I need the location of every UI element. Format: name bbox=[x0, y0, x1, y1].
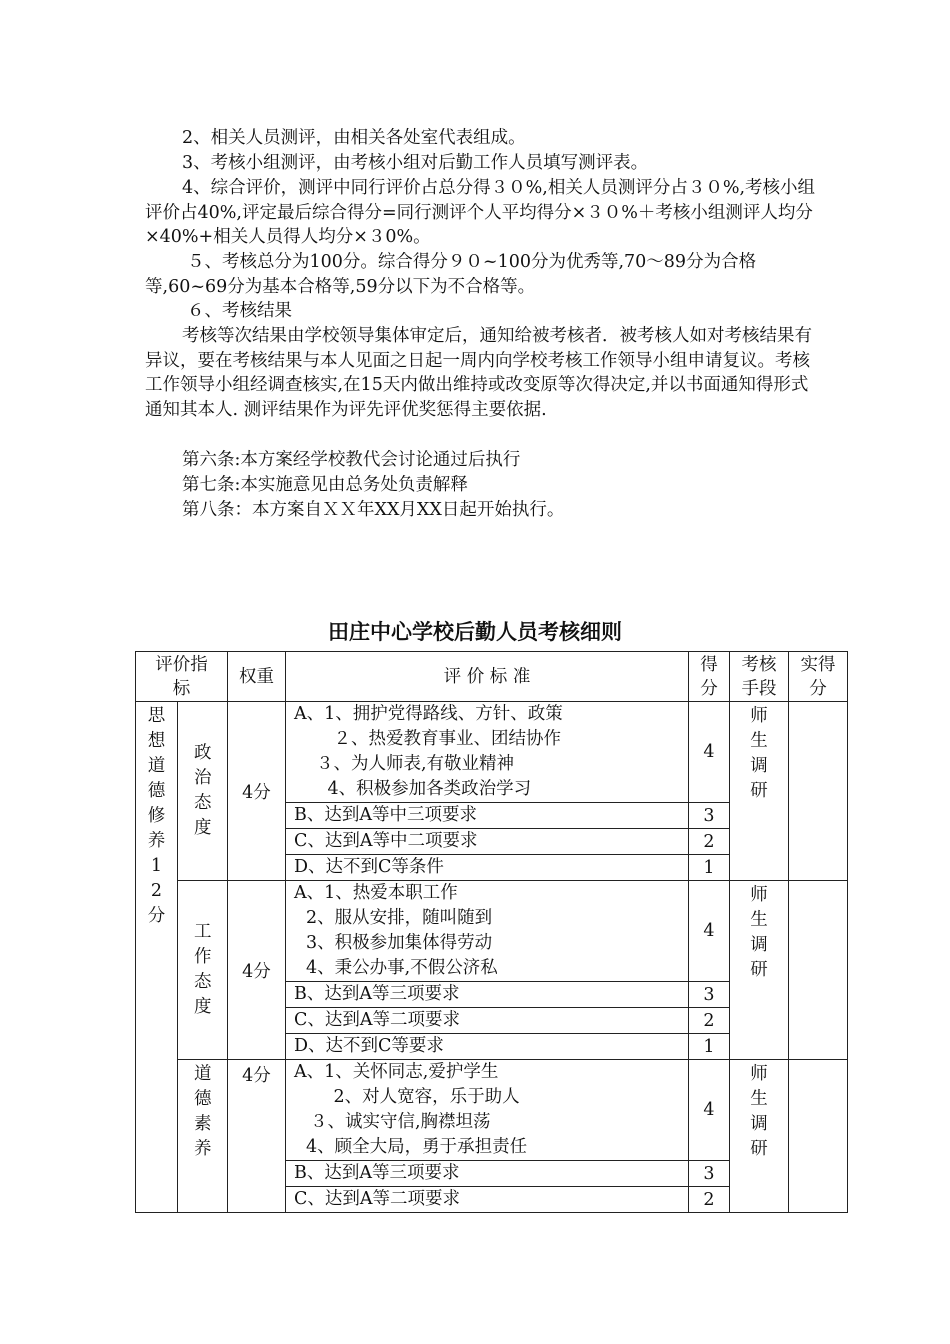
score-cell: 4 bbox=[689, 881, 730, 982]
standard-d: D、达不到C等条件 bbox=[286, 855, 689, 881]
section-name: 工作态度 bbox=[178, 881, 228, 1060]
table-title: 田庄中心学校后勤人员考核细则 bbox=[328, 620, 622, 644]
standard-line: 2、服从安排，随叫随到 bbox=[306, 908, 493, 928]
header-indicator: 评价指标 bbox=[136, 652, 228, 702]
method-cell: 师生调研 bbox=[730, 1060, 789, 1213]
table-row bbox=[136, 702, 848, 803]
actual-score-cell[interactable] bbox=[789, 1060, 848, 1213]
score-cell: 2 bbox=[689, 1187, 730, 1213]
standard-line: 2、对人宽容，乐于助人 bbox=[316, 1087, 520, 1107]
paragraph-4: 4、综合评价，测评中同行评价占总分得３０%,相关人员测评分占３０%,考核小组评价占40%,评定最后综合得分=同行测评个人平均得分×３０%＋考核小组测评人均分×40%+相关人员得人均分×３0%。 bbox=[145, 178, 816, 247]
standard-line: A、1、拥护党得路线、方针、政策 bbox=[294, 704, 563, 724]
paragraph-5: ５、考核总分为100分。综合得分９０~100分为优秀等,70～89分为合格等,60~69分为基本合格等,59分以下为不合格等。 bbox=[145, 252, 757, 297]
standard-a bbox=[286, 702, 689, 803]
paragraph-6-heading: ６、考核结果 bbox=[187, 301, 292, 321]
score-cell: 3 bbox=[689, 1161, 730, 1187]
standard-line: ２、热爱教育事业、团结协作 bbox=[316, 729, 561, 749]
score-cell: 2 bbox=[689, 1008, 730, 1034]
score-cell: 3 bbox=[689, 803, 730, 829]
standard-a bbox=[286, 1060, 689, 1161]
header-actual: 实得分 bbox=[789, 652, 848, 702]
standard-b: B、达到A等三项要求 bbox=[286, 1161, 689, 1187]
standard-b: B、达到A等三项要求 bbox=[286, 982, 689, 1008]
score-cell: 2 bbox=[689, 829, 730, 855]
actual-score-cell[interactable] bbox=[789, 881, 848, 1060]
article-7: 第七条:本实施意见由总务处负责解释 bbox=[182, 475, 468, 495]
standard-line: 4、积极参加各类政治学习 bbox=[310, 779, 532, 799]
header-method: 考核手段 bbox=[730, 652, 789, 702]
table-row bbox=[136, 1060, 848, 1161]
article-6: 第六条:本方案经学校教代会讨论通过后执行 bbox=[182, 450, 521, 470]
standard-line: 4、顾全大局，勇于承担责任 bbox=[306, 1137, 528, 1157]
section-weight: 4分 bbox=[228, 702, 286, 881]
category-cell: 思想道德修养12分 bbox=[136, 702, 178, 1213]
header-score: 得分 bbox=[689, 652, 730, 702]
section-weight: 4分 bbox=[228, 881, 286, 1060]
method-cell: 师生调研 bbox=[730, 881, 789, 1060]
score-cell: 1 bbox=[689, 1034, 730, 1060]
article-8: 第八条：本方案自ＸＸ年XX月XX日起开始执行。 bbox=[182, 500, 565, 520]
standard-c: C、达到A等二项要求 bbox=[286, 1008, 689, 1034]
section-name: 政治态度 bbox=[178, 702, 228, 881]
header-standard: 评 价 标 准 bbox=[286, 652, 689, 702]
score-cell: 3 bbox=[689, 982, 730, 1008]
standard-line: 4、秉公办事,不假公济私 bbox=[306, 958, 498, 978]
paragraph-6-body: 考核等次结果由学校领导集体审定后，通知给被考核者．被考核人如对考核结果有异议，要在考核结果与本人见面之日起一周内向学校考核工作领导小组申请复议。考核工作领导小组经调查核实,在15天内做出维持或改变原等次得决定,并以书面通知得形式通知其本人. 测评结果作为评先评优奖惩得主要依据. bbox=[145, 326, 812, 420]
standard-line: ３、为人师表,有敬业精神 bbox=[316, 754, 515, 774]
standard-line: 3、积极参加集体得劳动 bbox=[306, 933, 493, 953]
score-cell: 4 bbox=[689, 1060, 730, 1161]
method-cell: 师生调研 bbox=[730, 702, 789, 881]
score-cell: 1 bbox=[689, 855, 730, 881]
standard-line: A、1、热爱本职工作 bbox=[294, 883, 458, 903]
table-header-row bbox=[136, 652, 848, 702]
table-row bbox=[136, 881, 848, 982]
assessment-table bbox=[135, 651, 848, 1213]
score-cell: 4 bbox=[689, 702, 730, 803]
section-weight: 4分 bbox=[228, 1060, 286, 1213]
actual-score-cell[interactable] bbox=[789, 702, 848, 881]
standard-line: ３、诚实守信,胸襟坦荡 bbox=[310, 1112, 491, 1132]
section-name: 道德素养 bbox=[178, 1060, 228, 1213]
paragraph-3: 3、考核小组测评，由考核小组对后勤工作人员填写测评表。 bbox=[182, 153, 649, 173]
standard-c: C、达到A等二项要求 bbox=[286, 1187, 689, 1213]
standard-b: B、达到A等中三项要求 bbox=[286, 803, 689, 829]
standard-a bbox=[286, 881, 689, 982]
header-weight: 权重 bbox=[228, 652, 286, 702]
standard-line: A、1、关怀同志,爱护学生 bbox=[294, 1062, 499, 1082]
paragraph-2: 2、相关人员测评，由相关各处室代表组成。 bbox=[182, 128, 526, 148]
standard-d: D、达不到C等要求 bbox=[286, 1034, 689, 1060]
standard-c: C、达到A等中二项要求 bbox=[286, 829, 689, 855]
